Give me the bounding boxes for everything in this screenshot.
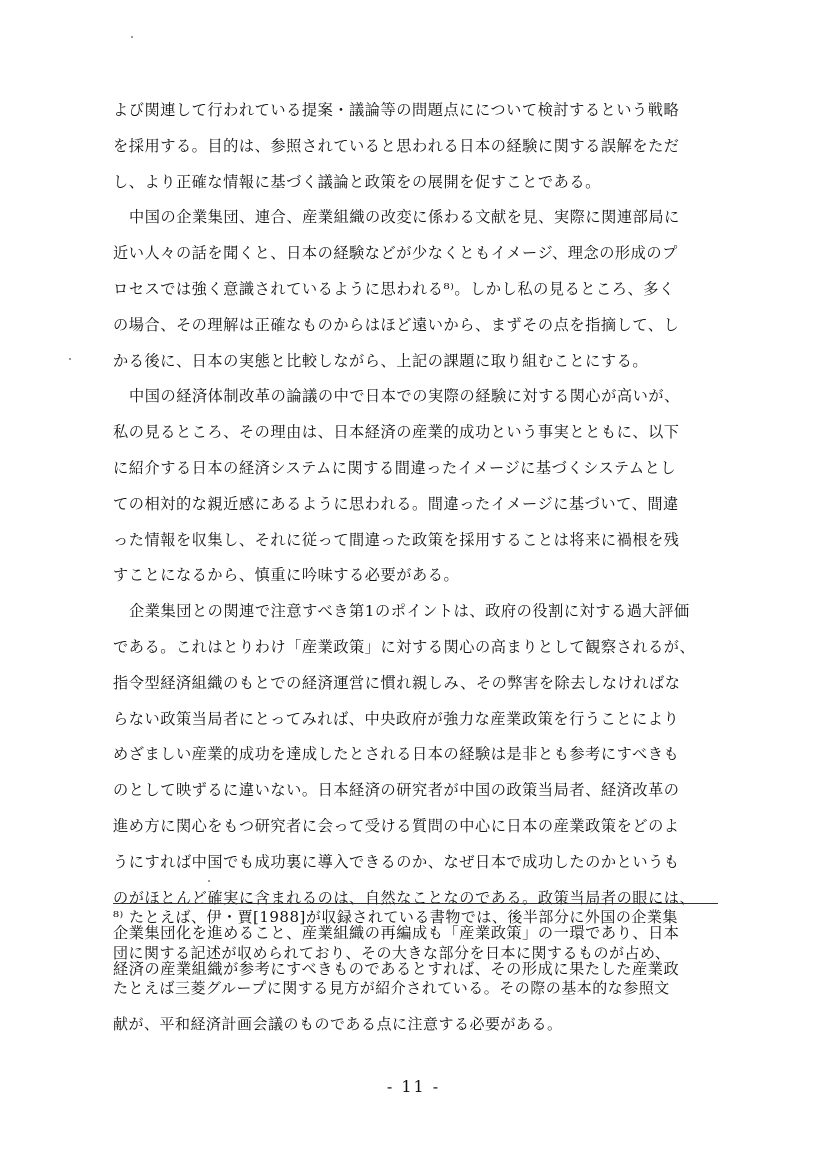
body-line: すことになるから、慎重に吟味する必要がある。: [113, 566, 460, 585]
page-number: - 11 -: [386, 1077, 441, 1096]
scan-speck: [208, 880, 210, 882]
body-line: に紹介する日本の経済システムに関する間違ったイメージに基づくシステムとし: [113, 458, 677, 477]
paragraph-start-line: 企業集団との関連で注意すべき第1のポイントは、政府の役割に対する過大評価: [129, 602, 690, 621]
body-line: 私の見るところ、その理由は、日本経済の産業的成功という事実とともに、以下: [113, 423, 680, 442]
footnote-line: 団に関する記述が収められており、その大きな部分を日本に関するものが占め、: [113, 943, 671, 962]
body-line: 近い人々の話を聞くと、日本の経験などが少なくともイメージ、理念の形成のプ: [113, 244, 678, 263]
body-line: し、より正確な情報に基づく議論と政策をの展開を促すことである。: [113, 172, 601, 191]
body-line: うにすれば中国でも成功裏に導入できるのか、なぜ日本で成功したのかというも: [113, 852, 680, 871]
body-line: めざましい産業的成功を達成したとされる日本の経験は是非とも参考にすべきも: [113, 745, 680, 764]
scan-speck: [69, 358, 71, 360]
body-line: 進め方に関心をもつ研究者に会って受ける質問の中心に日本の産業政策をどのよ: [113, 816, 680, 835]
body-line: のとして映ずるに違いない。日本経済の研究者が中国の政策当局者、経済改革の: [113, 781, 680, 800]
body-line: らない政策当局者にとってみれば、中央政府が強力な産業政策を行うことにより: [113, 709, 680, 728]
footnote-line: 献が、平和経済計画会議のものである点に注意する必要がある。: [113, 1014, 563, 1033]
paragraph-start-line: 中国の経済体制改革の論議の中で日本での実際の経験に対する関心が高いが、: [129, 387, 680, 406]
body-line: を採用する。目的は、参照されていると思われる日本の経験に関する誤解をただ: [113, 136, 680, 155]
body-line: の場合、その理解は正確なものからはほど遠いから、まずその点を指摘して、し: [113, 315, 680, 334]
body-line: 企業集団化を進めること、産業組織の再編成も「産業政策」の一環であり、日本: [113, 924, 680, 943]
scan-speck: [131, 36, 133, 38]
body-line: かる後に、日本の実態と比較しながら、上記の課題に取り組むことにする。: [113, 351, 649, 370]
footnote: [113, 900, 718, 1042]
body-line: よび関連して行われている提案・議論等の問題点にについて検討するという戦略: [113, 101, 680, 119]
body-line: のがほとんど確実に含まれるのは、自然なことなのである。政策当局者の眼には、: [113, 888, 696, 907]
footnote-line: ⁸⁾ たとえば、伊・賈[1988]が収録されている書物では、後半部分に外国の企業集: [113, 908, 678, 926]
body-line: ての相対的な親近感にあるように思われる。間違ったイメージに基づいて、間違: [113, 494, 679, 513]
body-text: [113, 93, 713, 988]
body-line: 経済の産業組織が参考にすべきものであるとすれば、その形成に果たした産業政: [113, 960, 680, 979]
body-line: である。これはとりわけ「産業政策」に対する関心の高まりとして観察されるが、: [113, 637, 696, 656]
paragraph-start-line: 中国の企業集団、連合、産業組織の改変に係わる文献を見、実際に関連部局に: [129, 208, 680, 227]
footnote-line: たとえば三菱グループに関する見方が紹介されている。その際の基本的な参照文: [113, 979, 670, 998]
body-line: ロセスでは強く意識されているように思われる⁸⁾。しかし私の見るところ、多く: [113, 279, 675, 298]
body-line: 指令型経済組織のもとでの経済運営に慣れ親しみ、その弊害を除去しなければな: [113, 673, 681, 692]
body-line: った情報を収集し、それに従って間違った政策を採用することは将来に禍根を残: [113, 530, 680, 549]
